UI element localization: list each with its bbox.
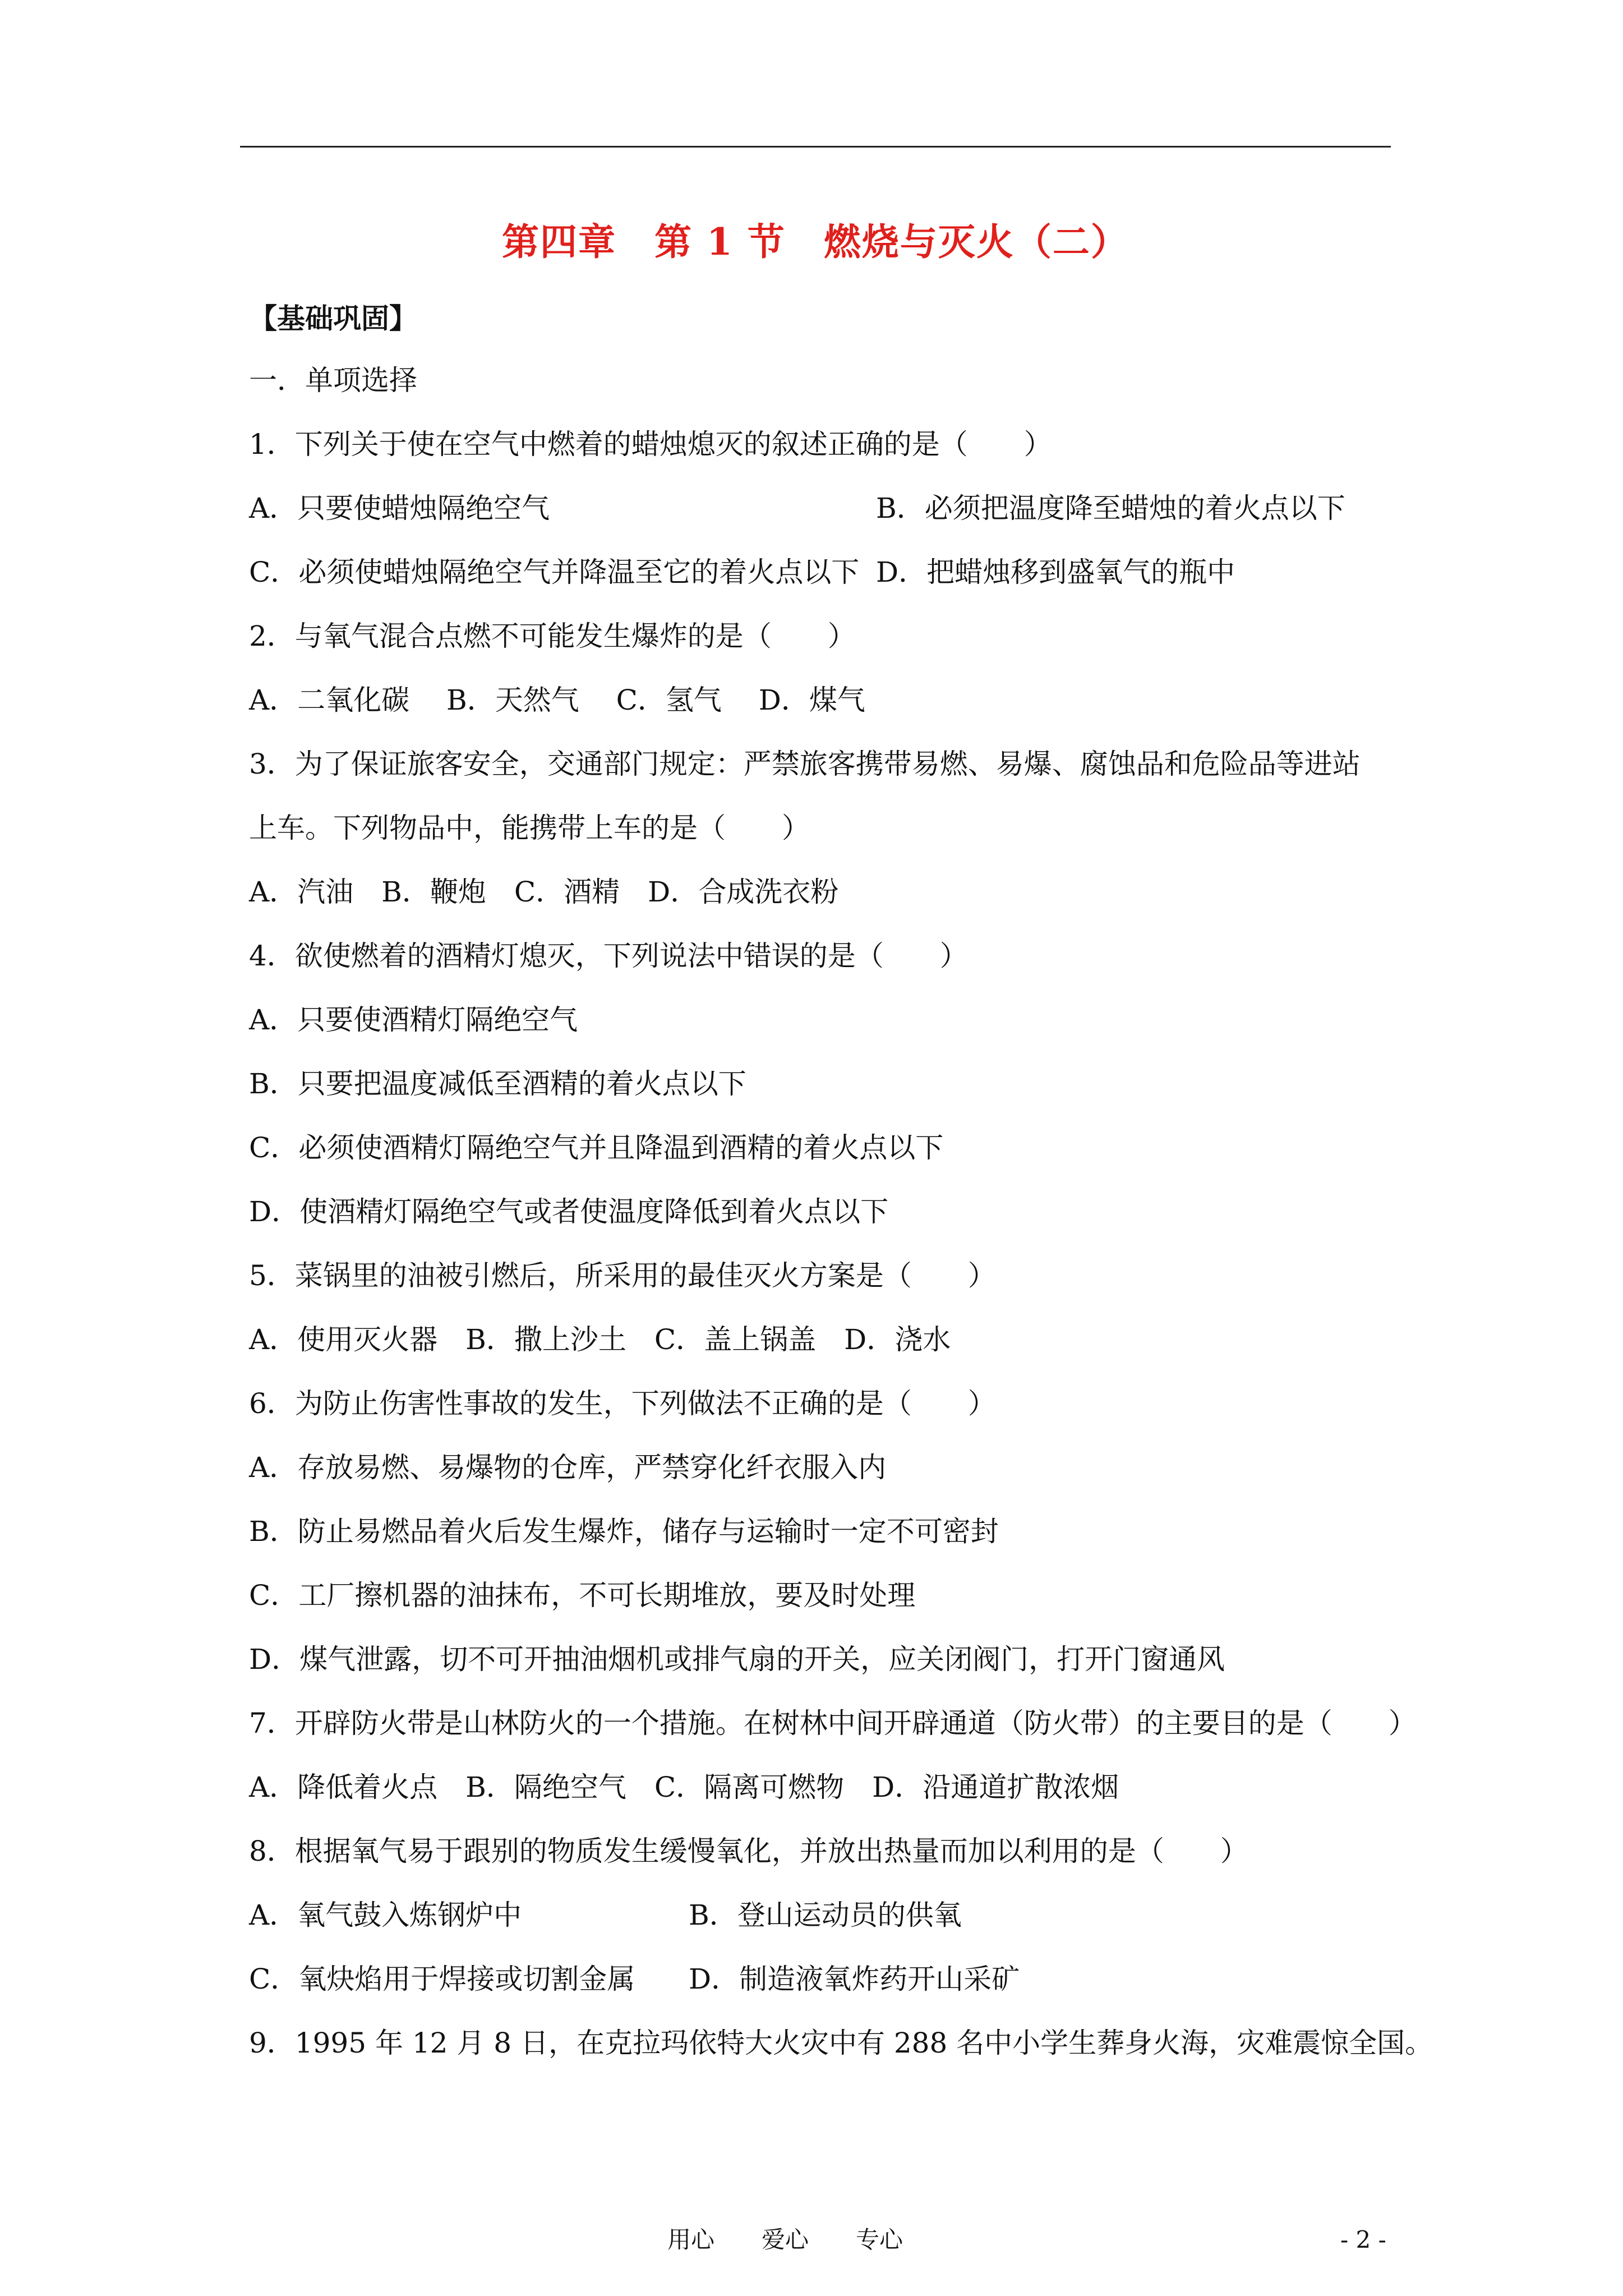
question-6-option-b: B．防止易燃品着火后发生爆炸，储存与运输时一定不可密封 xyxy=(249,1515,999,1548)
question-8-option-b: B．登山运动员的供氧 xyxy=(689,1899,962,1931)
question-8-option-c: C．氧炔焰用于焊接或切割金属 xyxy=(249,1963,635,1995)
question-4-stem: 4．欲使燃着的酒精灯熄灭，下列说法中错误的是（ ） xyxy=(249,940,968,972)
question-3-stem-line-1: 3．为了保证旅客安全，交通部门规定：严禁旅客携带易燃、易爆、腐蚀品和危险品等进站 xyxy=(249,748,1361,780)
question-9-stem: 9．1995 年 12 月 8 日，在克拉玛依特大火灾中有 288 名中小学生葬身火海，灾难震惊全国。 xyxy=(249,2027,1433,2059)
question-4-option-d: D．使酒精灯隔绝空气或者使温度降低到着火点以下 xyxy=(249,1195,889,1228)
question-4-option-a: A．只要使酒精灯隔绝空气 xyxy=(249,1004,578,1036)
question-2-stem: 2．与氧气混合点燃不可能发生爆炸的是（ ） xyxy=(249,620,856,652)
header-rule xyxy=(240,146,1391,148)
page-number: - 2 - xyxy=(1340,2226,1386,2253)
question-1-option-d: D．把蜡烛移到盛氧气的瓶中 xyxy=(876,556,1235,588)
footer-motto: 用心 爱心 专心 xyxy=(667,2226,903,2253)
question-6-option-c: C．工厂擦机器的油抹布，不可长期堆放，要及时处理 xyxy=(249,1579,916,1612)
question-1-option-c: C．必须使蜡烛隔绝空气并降温至它的着火点以下 xyxy=(249,556,860,588)
question-2-options: A．二氧化碳 B．天然气 C．氢气 D．煤气 xyxy=(249,684,865,716)
question-7-options: A．降低着火点 B．隔绝空气 C．隔离可燃物 D．沿通道扩散浓烟 xyxy=(249,1771,1119,1803)
question-5-options: A．使用灭火器 B．撒上沙土 C．盖上锅盖 D．浇水 xyxy=(249,1323,951,1356)
question-8-stem: 8．根据氧气易于跟别的物质发生缓慢氧化，并放出热量而加以利用的是（ ） xyxy=(249,1835,1248,1867)
question-4-option-c: C．必须使酒精灯隔绝空气并且降温到酒精的着火点以下 xyxy=(249,1131,944,1164)
question-7-stem: 7．开辟防火带是山林防火的一个措施。在树林中间开辟通道（防火带）的主要目的是（ ） xyxy=(249,1707,1417,1740)
section-heading: 【基础巩固】 xyxy=(249,302,417,335)
question-8-option-d: D．制造液氧炸药开山采矿 xyxy=(689,1963,1020,1995)
question-6-stem: 6．为防止伤害性事故的发生，下列做法不正确的是（ ） xyxy=(249,1387,996,1420)
question-1-stem: 1．下列关于使在空气中燃着的蜡烛熄灭的叙述正确的是（ ） xyxy=(249,428,1052,461)
question-1-option-b: B．必须把温度降至蜡烛的着火点以下 xyxy=(876,492,1345,524)
question-3-options: A．汽油 B．鞭炮 C．酒精 D．合成洗衣粉 xyxy=(249,876,839,908)
subsection-heading: 一．单项选择 xyxy=(249,364,417,397)
question-4-option-b: B．只要把温度减低至酒精的着火点以下 xyxy=(249,1068,746,1100)
page-title: 第四章 第 1 节 燃烧与灭火（二） xyxy=(502,220,1129,264)
question-5-stem: 5．菜锅里的油被引燃后，所采用的最佳灭火方案是（ ） xyxy=(249,1259,996,1292)
question-3-stem-line-2: 上车。下列物品中，能携带上车的是（ ） xyxy=(249,812,810,844)
question-1-option-a: A．只要使蜡烛隔绝空气 xyxy=(249,492,550,524)
question-6-option-a: A．存放易燃、易爆物的仓库，严禁穿化纤衣服入内 xyxy=(249,1451,887,1484)
question-8-option-a: A．氧气鼓入炼钢炉中 xyxy=(249,1899,522,1931)
question-6-option-d: D．煤气泄露，切不可开抽油烟机或排气扇的开关，应关闭阀门，打开门窗通风 xyxy=(249,1643,1225,1676)
